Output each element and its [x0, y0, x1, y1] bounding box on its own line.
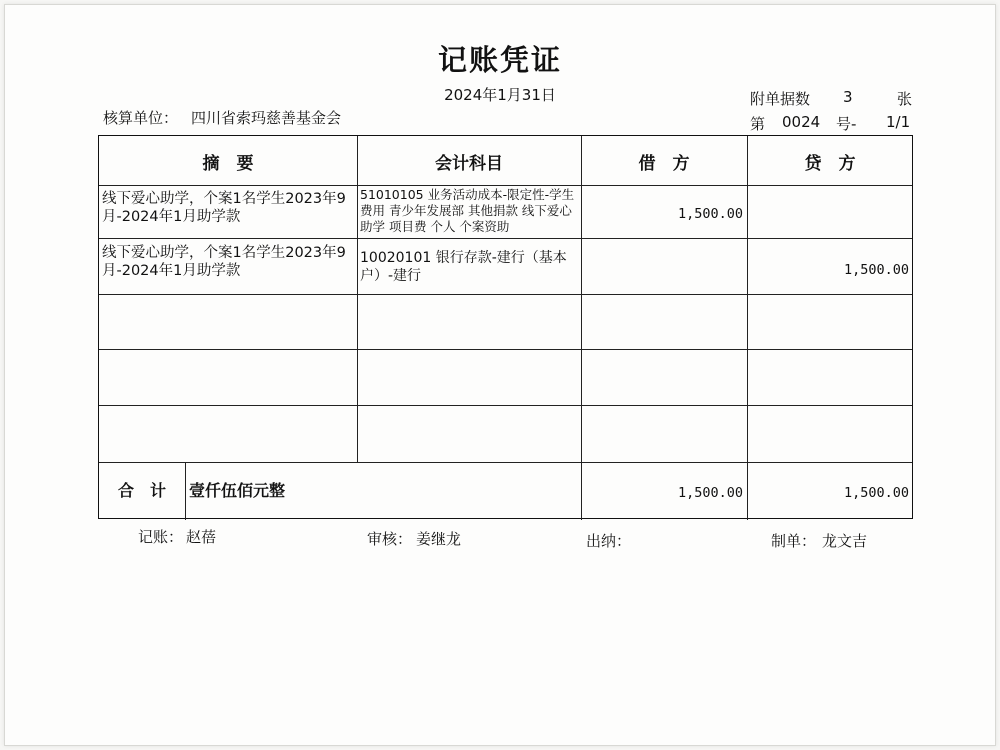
document-title: 记账凭证	[437, 43, 562, 77]
voucher-prefix: 第	[750, 115, 766, 133]
attachments-count: 3	[843, 88, 853, 106]
preparer-name: 龙文吉	[822, 532, 868, 550]
voucher-number: 0024	[782, 113, 821, 131]
header-debit: 借 方	[638, 153, 690, 174]
total-label: 合 计	[117, 482, 166, 500]
row-1-account: 51010105 业务活动成本-限定性-学生费用 青少年发展部 其他捐款 线下爱心助学 项目费 个人 个案资助	[360, 187, 575, 234]
row-2-summary: 线下爱心助学，个案1名学生2023年9月-2024年1月助学款	[102, 245, 346, 279]
bookkeeper-label: 记账：	[138, 528, 184, 546]
total-amount-words: 壹仟伍佰元整	[189, 482, 286, 500]
attachments-unit: 张	[897, 90, 913, 108]
unit-name: 四川省索玛慈善基金会	[191, 109, 342, 127]
header-summary: 摘 要	[202, 153, 254, 174]
page-indicator: 1/1	[886, 113, 911, 131]
header-credit: 贷 方	[804, 153, 856, 174]
voucher-suffix: 号-	[836, 115, 857, 133]
auditor-name: 姜继龙	[416, 530, 462, 548]
cashier-label: 出纳：	[586, 532, 632, 550]
auditor-label: 审核：	[367, 530, 413, 548]
header-account: 会计科目	[435, 153, 503, 174]
row-2-account: 10020101 银行存款-建行（基本户）-建行	[360, 250, 567, 284]
row-1-debit: 1,500.00	[677, 206, 743, 222]
bookkeeper-name: 赵蓓	[186, 528, 217, 546]
voucher-table	[98, 135, 913, 519]
row-1-summary: 线下爱心助学，个案1名学生2023年9月-2024年1月助学款	[102, 191, 346, 225]
unit-label: 核算单位：	[103, 109, 179, 127]
total-debit: 1,500.00	[677, 485, 743, 501]
voucher-date: 2024年1月31日	[444, 86, 556, 104]
attachments-label: 附单据数	[750, 90, 811, 108]
total-credit: 1,500.00	[843, 485, 909, 501]
preparer-label: 制单：	[771, 532, 817, 550]
row-2-credit: 1,500.00	[843, 262, 909, 278]
